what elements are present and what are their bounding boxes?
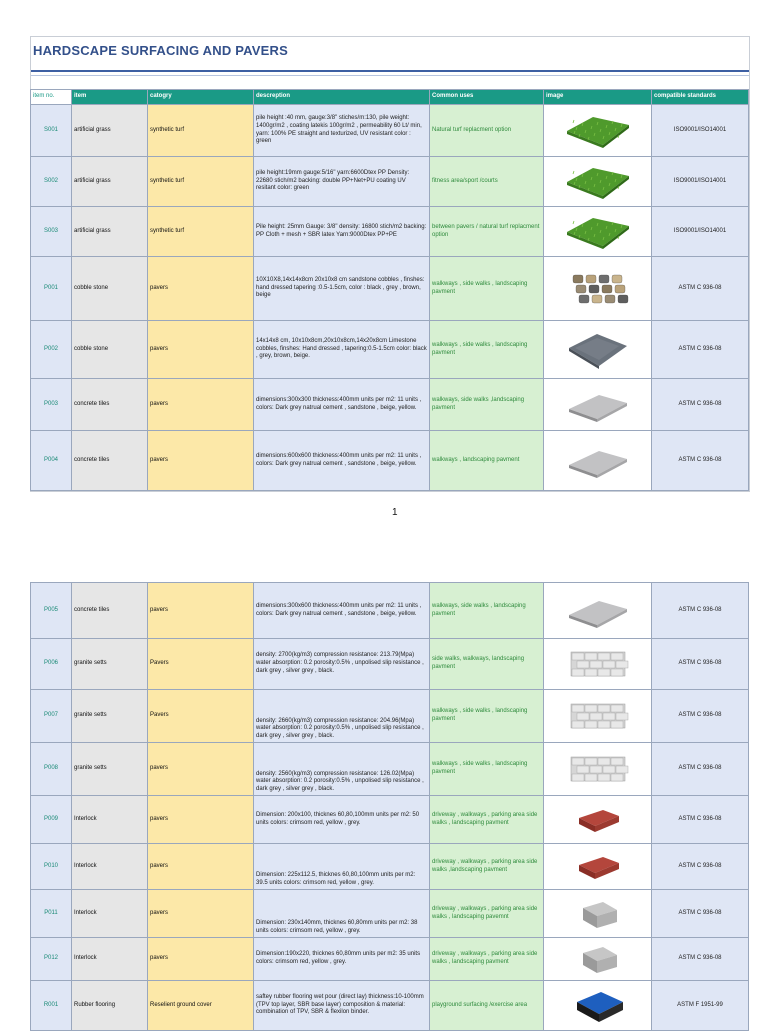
table-row [31, 796, 749, 844]
item-category: Reselient ground cover [148, 981, 254, 1031]
item-number: S001 [31, 105, 72, 157]
item-name: Interlock [72, 938, 148, 981]
item-description: pile height:19mm gauge:5/16" yarn:6600Dtex PP Density: 22680 stich/m2 backing: double PP+Net+PU coating UV resitant color: green [254, 157, 430, 207]
item-name: artificial grass [72, 207, 148, 257]
item-name: artificial grass [72, 157, 148, 207]
item-name: Interlock [72, 890, 148, 938]
item-number: P010 [31, 844, 72, 890]
item-name: Rubber flooring [72, 981, 148, 1031]
rubber-image [544, 981, 652, 1031]
table-row [31, 938, 749, 981]
title-divider [31, 70, 749, 72]
item-name: granite setts [72, 743, 148, 796]
item-category: pavers [148, 938, 254, 981]
item-number: P008 [31, 743, 72, 796]
header-category: catogry [148, 90, 254, 105]
table-row [31, 257, 749, 321]
grass-image [544, 207, 652, 257]
item-standard: ASTM C 936-08 [652, 257, 749, 321]
item-common-uses: fitness area/sport /courts [430, 157, 544, 207]
page-number: 1 [392, 507, 398, 518]
item-name: cobble stone [72, 321, 148, 379]
item-common-uses: driveway , walkways , parking area side walks , landscaping pavment [430, 938, 544, 981]
item-category: pavers [148, 321, 254, 379]
item-description: density: 2700(kg/m3) compression resistance: 213.79(Mpa) water absorption: 0.2 porosity:0.5% , unpolised slip resistance , dark grey , silver grey , black. [254, 639, 430, 690]
item-name: artificial grass [72, 105, 148, 157]
item-common-uses: walkways , landscaping pavment [430, 431, 544, 491]
item-common-uses: Natural turf replacment option [430, 105, 544, 157]
item-number: P009 [31, 796, 72, 844]
tile-image [544, 379, 652, 431]
item-common-uses: walkways , side walks , landscaping pavment [430, 743, 544, 796]
item-standard: ASTM C 936-08 [652, 639, 749, 690]
grass-image [544, 105, 652, 157]
item-category: pavers [148, 890, 254, 938]
table-row [31, 583, 749, 639]
table-row [31, 105, 749, 157]
grass-image [544, 157, 652, 207]
table-header-row [31, 90, 749, 105]
table-row [31, 844, 749, 890]
item-common-uses: playground surfacing /exercise area [430, 981, 544, 1031]
table-row [31, 743, 749, 796]
item-category: pavers [148, 431, 254, 491]
item-description: dimensions:300x300 thickness:400mm units per m2: 11 units , colors: Dark grey natrual cement , sandstone , beige, yellow. [254, 379, 430, 431]
item-name: cobble stone [72, 257, 148, 321]
item-number: P003 [31, 379, 72, 431]
item-description: dimensions:300x600 thickness:400mm units per m2: 11 units , colors: Dark grey natrual cement , sandstone , beige, yellow. [254, 583, 430, 639]
item-number: P005 [31, 583, 72, 639]
item-category: pavers [148, 844, 254, 890]
cobble-image [544, 257, 652, 321]
item-common-uses: driveway , walkways , parking area side walks , landscaping pavemnt [430, 890, 544, 938]
item-category: pavers [148, 379, 254, 431]
table-row [31, 890, 749, 938]
item-number: P004 [31, 431, 72, 491]
tile-image [544, 583, 652, 639]
item-standard: ASTM C 936-08 [652, 844, 749, 890]
item-description: saftey rubber flooring wet pour (direct lay) thickness:10-100mm (TPV top layer, SBR base layer) composition & material: combination of TPV, SBR & flexilon binder. [254, 981, 430, 1031]
item-standard: ASTM F 1951-99 [652, 981, 749, 1031]
item-standard: ASTM C 936-08 [652, 743, 749, 796]
item-category: pavers [148, 796, 254, 844]
stone-image [544, 321, 652, 379]
pavers-table-page-2 [30, 582, 749, 1031]
header-image: image [544, 90, 652, 105]
item-description: 14x14x8 cm, 10x10x8cm,20x10x8cm,14x20x8cm Limestone cobbles, finshes: Hand dressed , tapering:0.5-1.5cm color: black , grey, brown, beige. [254, 321, 430, 379]
grey-block-image [544, 890, 652, 938]
item-category: synthetic turf [148, 157, 254, 207]
item-common-uses: side walks, walkways, landscaping pavment [430, 639, 544, 690]
header-item-no: item no. [31, 90, 72, 105]
item-standard: ISO9001/ISO14001 [652, 157, 749, 207]
item-standard: ASTM C 936-08 [652, 379, 749, 431]
table-row [31, 379, 749, 431]
item-name: granite setts [72, 690, 148, 743]
setts-image [544, 743, 652, 796]
pavers-table-page-1 [30, 89, 749, 491]
item-category: Pavers [148, 639, 254, 690]
item-common-uses: driveway , walkways , parking area side walks , landscaping pavment [430, 796, 544, 844]
item-common-uses: walkways , side walks , landscaping pavment [430, 321, 544, 379]
item-standard: ASTM C 936-08 [652, 938, 749, 981]
table-row [31, 321, 749, 379]
item-category: Pavers [148, 690, 254, 743]
brick-image [544, 844, 652, 890]
item-standard: ASTM C 936-08 [652, 431, 749, 491]
item-number: R001 [31, 981, 72, 1031]
header-description: descreption [254, 90, 430, 105]
item-number: S003 [31, 207, 72, 257]
item-number: P007 [31, 690, 72, 743]
item-description: Dimension: 200x100, thicknes 60,80,100mm units per m2: 50 units colors: crimsom red, yellow , grey. [254, 796, 430, 844]
item-description: pile height :40 mm, gauge:3/8" stiches/m:130, pile weight: 1400gr/m2 , coating latekis 100gr/m2 , permeability 60 Lt/ min, yarn: 100% PE straight and texturized, UV resistant color : green [254, 105, 430, 157]
setts-image [544, 639, 652, 690]
grey-block-image [544, 938, 652, 981]
table-row [31, 981, 749, 1031]
item-common-uses: driveway , walkways , parking area side walks ,landscaping pavment [430, 844, 544, 890]
item-description: density: 2660(kg/m3) compression resistance: 204.96(Mpa) water absorption: 0.2 porosity:0.5% , unpolised slip resistance , dark grey , silver grey , black. [254, 690, 430, 743]
item-number: P006 [31, 639, 72, 690]
item-description: Dimension:190x220, thicknes 60,80mm units per m2: 35 units colors: crimsom red, yellow , grey. [254, 938, 430, 981]
item-common-uses: walkways , side walks , landscaping pavment [430, 257, 544, 321]
item-description: dimensions:600x600 thickness:400mm units per m2: 11 units , colors: Dark grey natrual cement , sandstone , beige, yellow. [254, 431, 430, 491]
item-description: density: 2560(kg/m3) compression resistance: 126.02(Mpa) water absorption: 0.2 porosity:0.5% , unpolised slip resistance , dark grey , silver grey , black. [254, 743, 430, 796]
item-standard: ASTM C 936-08 [652, 890, 749, 938]
item-standard: ISO9001/ISO14001 [652, 207, 749, 257]
table-row [31, 431, 749, 491]
table-row [31, 639, 749, 690]
item-name: concrete tiles [72, 583, 148, 639]
page-title: HARDSCAPE SURFACING AND PAVERS [33, 43, 288, 58]
item-standard: ASTM C 936-08 [652, 690, 749, 743]
item-category: pavers [148, 257, 254, 321]
item-description: Pile height: 25mm Gauge: 3/8" density: 16800 stich/m2 backing: PP Cloth + mesh + SBR latex Yarn:9000Dtex PP+PE [254, 207, 430, 257]
item-standard: ASTM C 936-08 [652, 321, 749, 379]
item-name: granite setts [72, 639, 148, 690]
item-category: synthetic turf [148, 207, 254, 257]
header-item: item [72, 90, 148, 105]
item-common-uses: between pavers / natural turf replacment option [430, 207, 544, 257]
item-number: P012 [31, 938, 72, 981]
item-description: Dimension: 225x112.5, thicknes 60,80,100mm units per m2: 39.5 units colors: crimsom red, yellow , grey. [254, 844, 430, 890]
table-row [31, 207, 749, 257]
item-description: 10X10X8,14x14x8cm 20x10x8 cm sandstone cobbles , finshes: hand dressed tapering :0.5-1.5cm, color : black , grey , brown, beige [254, 257, 430, 321]
item-category: synthetic turf [148, 105, 254, 157]
title-divider-secondary [31, 75, 749, 76]
item-category: pavers [148, 743, 254, 796]
item-name: concrete tiles [72, 379, 148, 431]
item-number: P011 [31, 890, 72, 938]
item-common-uses: walkways , side walks , landscaping pavment [430, 690, 544, 743]
item-number: S002 [31, 157, 72, 207]
item-number: P002 [31, 321, 72, 379]
item-name: concrete tiles [72, 431, 148, 491]
table-row [31, 157, 749, 207]
item-description: Dimension: 230x140mm, thicknes 60,80mm units per m2: 38 units colors: crimsom red, yellow , grey. [254, 890, 430, 938]
header-common-uses: Common uses [430, 90, 544, 105]
table-row [31, 690, 749, 743]
item-name: Interlock [72, 844, 148, 890]
item-standard: ASTM C 936-08 [652, 583, 749, 639]
header-standards: compatible standards [652, 90, 749, 105]
item-common-uses: walkways, side walks , landscaping pavment [430, 583, 544, 639]
tile-image [544, 431, 652, 491]
item-common-uses: walkways, side walks ,landscaping pavment [430, 379, 544, 431]
setts-image [544, 690, 652, 743]
item-standard: ISO9001/ISO14001 [652, 105, 749, 157]
brick-image [544, 796, 652, 844]
item-category: pavers [148, 583, 254, 639]
item-number: P001 [31, 257, 72, 321]
item-name: Interlock [72, 796, 148, 844]
item-standard: ASTM C 936-08 [652, 796, 749, 844]
